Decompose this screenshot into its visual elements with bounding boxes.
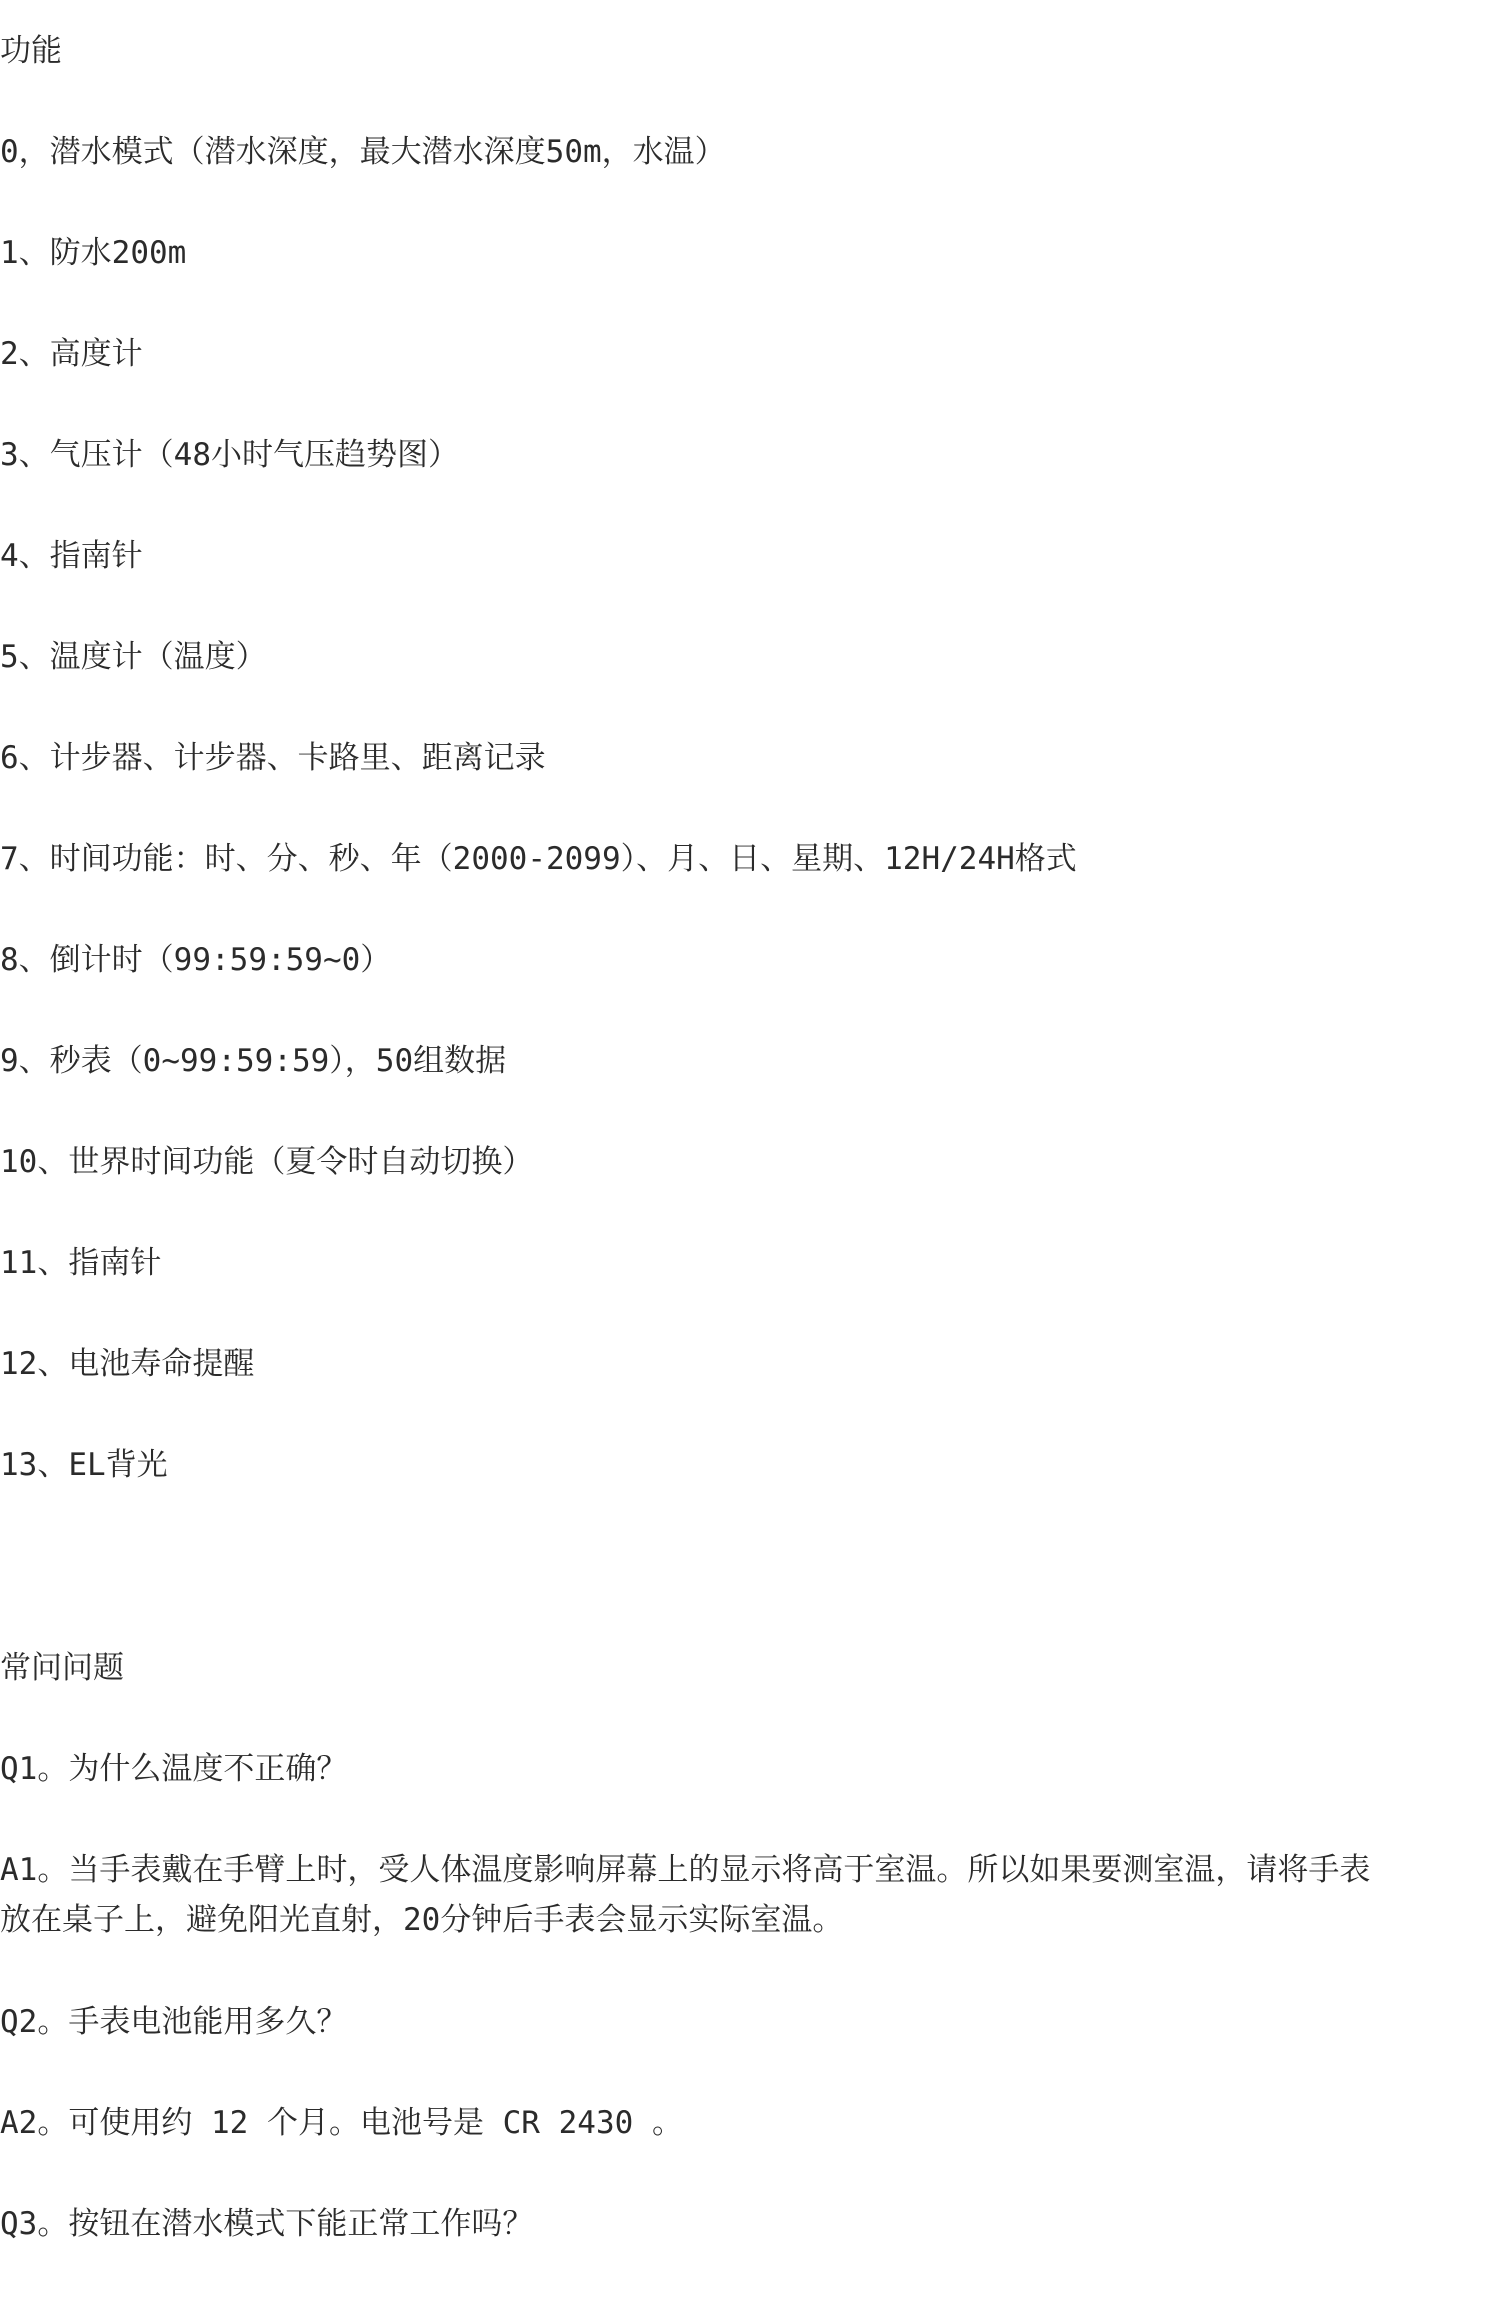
features-heading: 功能 — [0, 33, 62, 69]
feature-item-0: 0，潜水模式（潜水深度，最大潜水深度50m，水温） — [0, 134, 726, 170]
faq-answer-1-line-1: A1。当手表戴在手臂上时，受人体温度影响屏幕上的显示将高于室温。所以如果要测室温，请将手表 — [0, 1852, 1371, 1888]
feature-item-8: 8、倒计时（99:59:59~0） — [0, 942, 392, 978]
feature-item-13: 13、EL背光 — [0, 1447, 168, 1483]
feature-item-10: 10、世界时间功能（夏令时自动切换） — [0, 1144, 534, 1180]
faq-heading: 常问问题 — [0, 1650, 124, 1686]
feature-item-5: 5、温度计（温度） — [0, 639, 267, 675]
feature-item-11: 11、指南针 — [0, 1245, 162, 1281]
faq-answer-1-line-2: 放在桌子上，避免阳光直射，20分钟后手表会显示实际室温。 — [0, 1902, 844, 1938]
feature-item-4: 4、指南针 — [0, 538, 143, 574]
feature-item-12: 12、电池寿命提醒 — [0, 1346, 255, 1382]
feature-item-3: 3、气压计（48小时气压趋势图） — [0, 437, 459, 473]
feature-item-7: 7、时间功能：时、分、秒、年（2000-2099）、月、日、星期、12H/24H格式 — [0, 841, 1077, 877]
faq-answer-2: A2。可使用约 12 个月。电池号是 CR 2430 。 — [0, 2105, 683, 2141]
feature-item-1: 1、防水200m — [0, 235, 187, 271]
feature-item-9: 9、秒表（0~99:59:59），50组数据 — [0, 1043, 507, 1079]
feature-item-2: 2、高度计 — [0, 336, 143, 372]
faq-question-1: Q1。为什么温度不正确？ — [0, 1751, 348, 1787]
faq-question-2: Q2。手表电池能用多久？ — [0, 2004, 348, 2040]
feature-item-6: 6、计步器、计步器、卡路里、距离记录 — [0, 740, 546, 776]
faq-question-3: Q3。按钮在潜水模式下能正常工作吗？ — [0, 2206, 534, 2242]
